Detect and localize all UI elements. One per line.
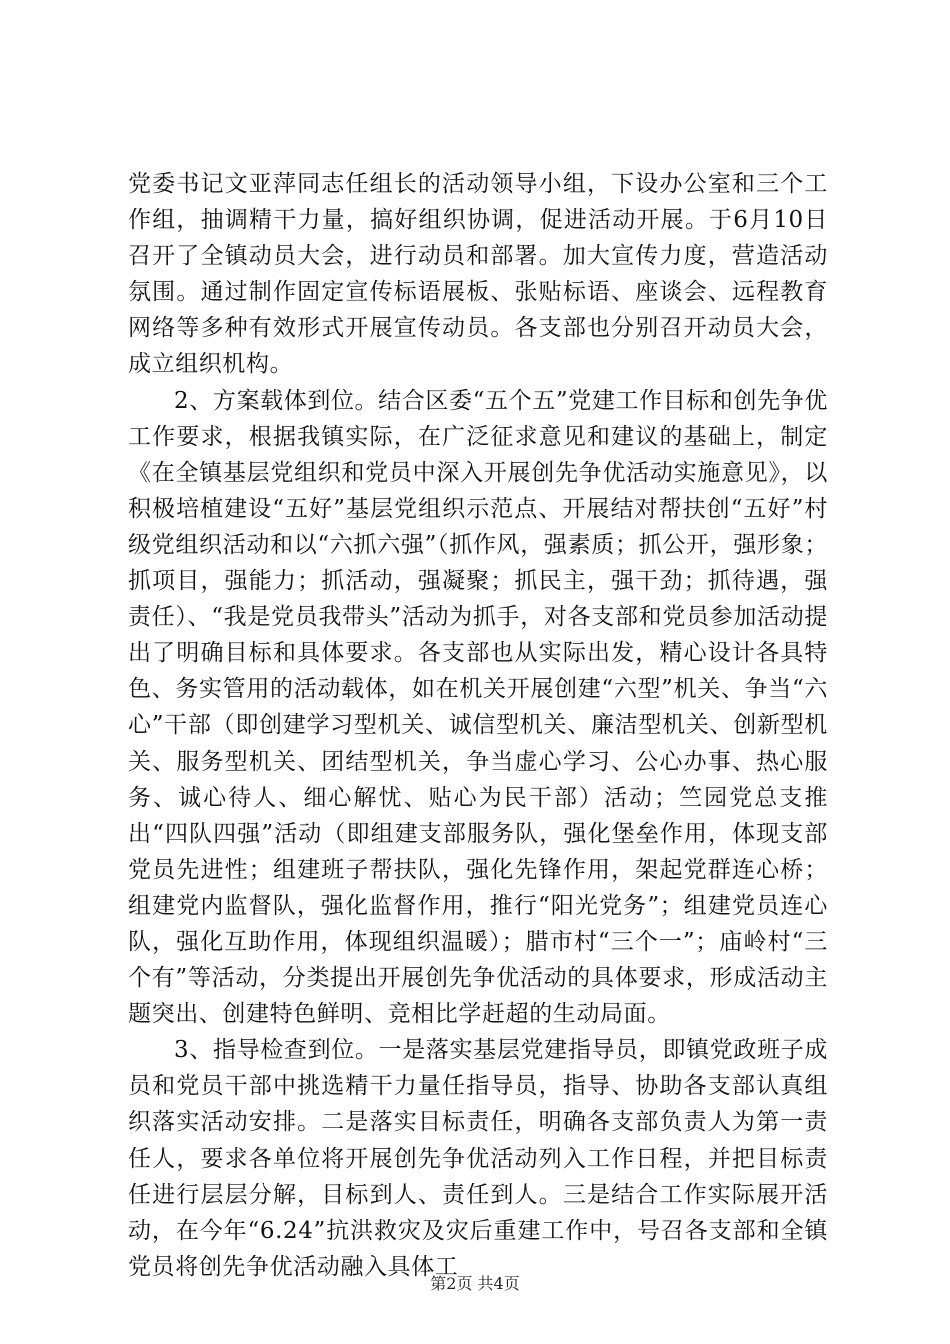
document-body [128,166,828,1285]
paragraph-3: 3、指导检查到位。一是落实基层党建指导员，即镇党政班子成员和党员干部中挑选精干力量任指导员，指导、协助各支部认真组织落实活动安排。二是落实目标责任，明确各支部负责人为第一责任人，要求各单位将开展创先争优活动列入工作日程，并把目标责任进行层层分解，目标到人、责任到人。三是结合工作实际展开活动，在今年“6.24”抗洪救灾及灾后重建工作中，号召各支部和全镇党员将创先争优活动融入具体工 [128,1037,828,1280]
page-number-footer: 第2页 共4页 [430,1274,520,1293]
paragraph-2: 2、方案载体到位。结合区委“五个五”党建工作目标和创先争优工作要求，根据我镇实际，在广泛征求意见和建议的基础上，制定《在全镇基层党组织和党员中深入开展创先争优活动实施意见》，以积极培植建设“五好”基层党组织示范点、开展结对帮扶创“五好”村级党组织活动和以“六抓六强”（抓作风，强素质；抓公开，强形象；抓项目，强能力；抓活动，强凝聚；抓民主，强干劲；抓待遇，强责任）、“我是党员我带头”活动为抓手，对各支部和党员参加活动提出了明确目标和具体要求。各支部也从实际出发，精心设计各具特色、务实管用的活动载体，如在机关开展创建“六型”机关、争当“六心”干部（即创建学习型机关、诚信型机关、廉洁型机关、创新型机关、服务型机关、团结型机关，争当虚心学习、公心办事、热心服务、诚心待人、细心解忧、贴心为民干部）活动；竺园党总支推出“四队四强”活动（即组建支部服务队，强化堡垒作用，体现支部党员先进性；组建班子帮扶队，强化先锋作用，架起党群连心桥；组建党内监督队，强化监督作用，推行“阳光党务”；组建党员连心队，强化互助作用，体现组织温暖）；腊市村“三个一”；庙岭村“三个有”等活动，分类提出开展创先争优活动的具体要求，形成活动主题突出、创建特色鲜明、竞相比学赶超的生动局面。 [128,387,828,1028]
paragraph-1: 党委书记文亚萍同志任组长的活动领导小组，下设办公室和三个工作组，抽调精干力量，搞好组织协调，促进活动开展。于6月10日召开了全镇动员大会，进行动员和部署。加大宣传力度，营造活动氛围。通过制作固定宣传标语展板、张贴标语、座谈会、远程教育网络等多种有效形式开展宣传动员。各支部也分别召开动员大会，成立组织机构。 [128,171,828,378]
